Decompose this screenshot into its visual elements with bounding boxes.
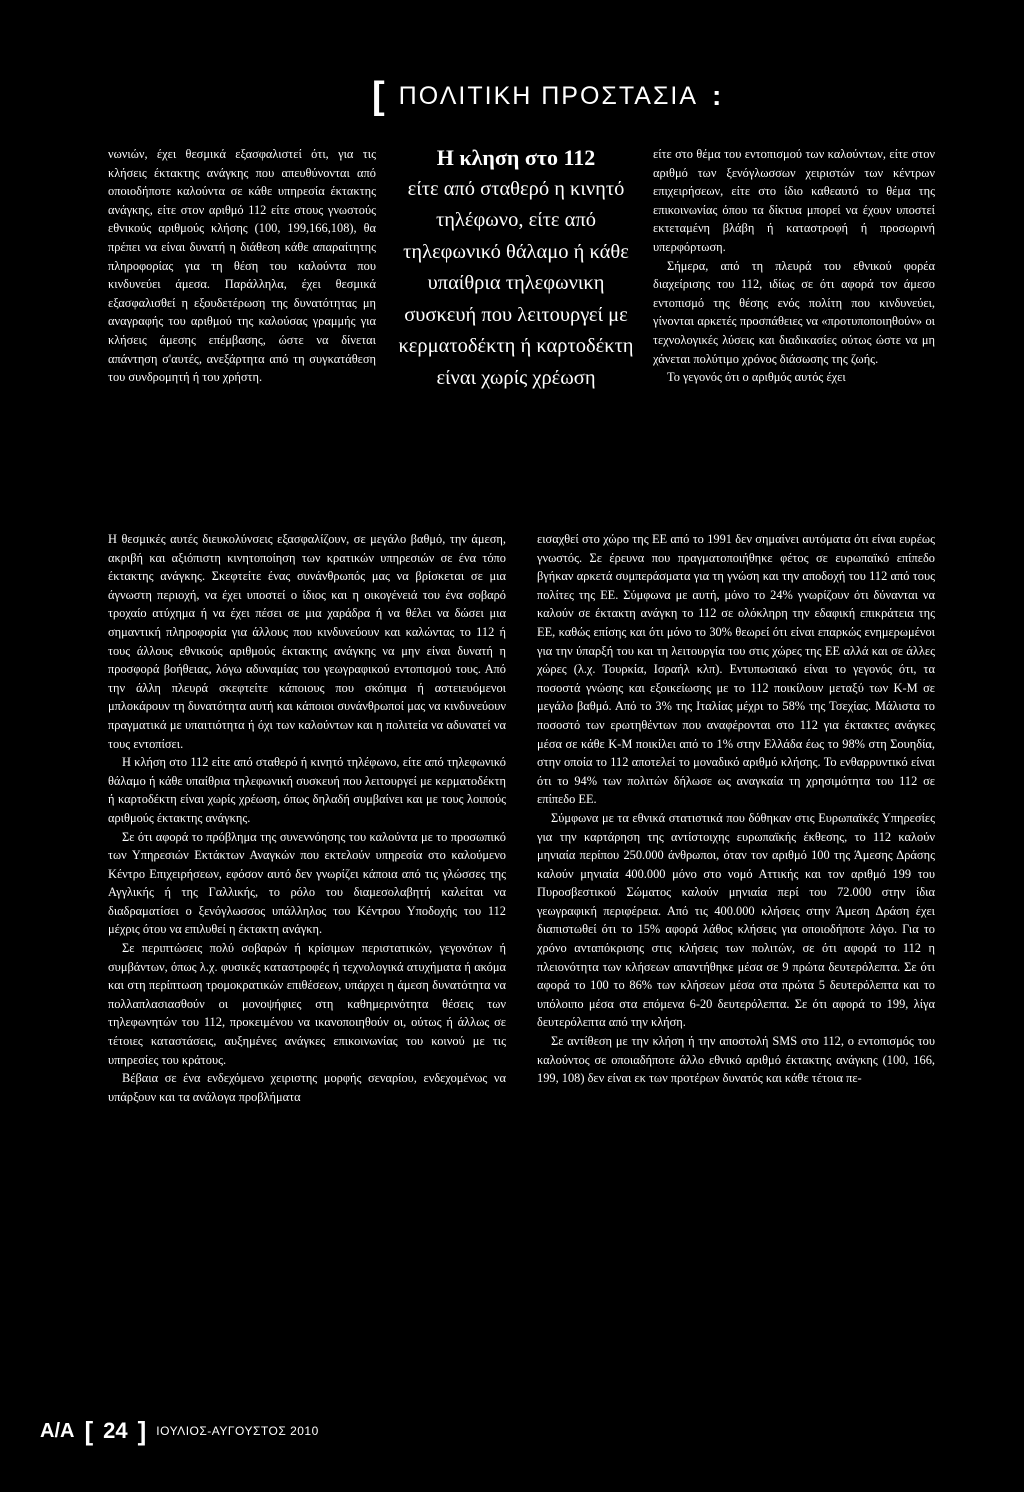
pull-quote-lead: Η κληση στο 112: [436, 145, 596, 170]
footer-bracket-open: [: [84, 1415, 94, 1446]
right-top-paragraph-2: Σήμερα, από τη πλευρά του εθνικού φορέα διαχείρισης του 112, ιδίως σε ότι αφορά τον άμεσο εντοπισμό της θέσης ενός πολίτη που κινδυνεύει, γίνονται αρκετές προσπάθειες να «προτυποποιηθούν» οι τεχνολογικές λύσεις και διαδικασίες ούτως ώστε να μη χάνεται πολύτιμο χρόνος διάσωσης της ζωής.: [653, 258, 935, 366]
right-bottom-paragraph-2: Σύμφωνα με τα εθνικά στατιστικά που δόθηκαν στις Ευρωπαϊκές Υπηρεσίες για την καρτάρηση της αντίστοιχης ευρωπαϊκής έκθεσης, το 112 καλούν μηνιαία περίπου 250.000 άνθρωποι, όταν τον αριθμό 100 της Άμεσης Δράσης καλούν μηνιαία 400.000 μόνο στο νομό Αττικής και τον αριθμό 199 του Πυροσβεστικού Σώματος καλούν μηνιαία περί του 72.000 στην ίδια γεωγραφική περιφέρεια. Από τις 400.000 κλήσεις στην Άμεση Δράση έχει διαπιστωθεί ότι το 15% αφορά λάθος κλήσεις για οποιοδήποτε λόγο. Για το χρόνο ανταπόκρισης στις κλήσεις των πολιτών, σε ότι αφορά το 112 η πλειονότητα των κλήσεων απαντήθηκε μέσα σε 9 πρώτα δευτερόλεπτα. Σε ότι αφορά το 100 το 86% των κλήσεων μέσα στα πρώτα 5 δευτερόλεπτα και το υπόλοιπο μέσα στα επόμενα 6-20 δευτερόλεπτα. Σε ότι αφορά το 199, λίγα δευτερόλεπτα από την κλήση.: [537, 810, 935, 1030]
header-mark: :: [712, 80, 722, 111]
section-header: [372, 75, 722, 117]
center-paragraph-4: Σε περιπτώσεις πολύ σοβαρών ή κρίσιμων περιστατικών, γεγονότων ή συμβάντων, όπως λ.χ. φυσικές καταστροφές ή τεχνολογικά ατυχήματα ή ακόμα και στη περίπτωση τρομοκρατικών επιθέσεων, υπάρχει η άμεση δυνατότητα να πολλαπλασιασθούν οι μονοψήφιες στη καθημερινότητα θέσεις των τηλεφωνητών του 112, προκειμένου να ικανοποιηθούν οι, ούτως ή άλλως σε τέτοιες καταστάσεις, αυξημένες ανάγκες επικοινωνίας του κοινού με τις υπηρεσίες του κράτους.: [108, 941, 506, 1067]
center-paragraph-3: Σε ότι αφορά το πρόβλημα της συνεννόησης του καλούντα με το προσωπικό των Υπηρεσιών Εκτάκτων Αναγκών που εκτελούν υπηρεσία στο καλούμενο Κέντρο Επιχειρήσεων, εφόσον αυτό δεν γνωρίζει κάποια από τις γλώσσες της Αγγλικής ή της Γαλλικής, το ρόλο του διαμεσολαβητή καλείται να διαδραματίσει ο ξενόγλωσσος υπάλληλος του Κέντρου Υποδοχής του 112 μέχρις ότου να επιλυθεί η έκτακτη ανάγκη.: [108, 829, 506, 937]
pull-quote-text: είτε από σταθερό η κινητό τηλέφωνο, είτε από τηλεφωνικό θάλαμο ή κάθε υπαίθρια τηλεφωνικη συσκευή που λειτουργεί με κερματοδέκτη ή καρτοδέκτη είναι χωρίς χρέωση: [398, 177, 634, 389]
pull-quote: [393, 142, 639, 394]
page-footer: [40, 1415, 319, 1447]
center-paragraph-5: Βέβαια σε ένα ενδεχόμενο χειριστης μορφής σεναρίου, ενδεχομένως να υπάρξουν και τα ανάλογα προβλήματα: [108, 1071, 506, 1104]
right-top-paragraph-1: είτε στο θέμα του εντοπισμού των καλούντων, είτε στον αριθμό των ξενόγλωσσων χειριστών των κέντρων επιχειρήσεων, είτε στο ίδιο καθεαυτό το θέμα της επικοινωνίας όπου τα δίκτυα μπορεί να έχουν υποστεί εκτεταμένη βλάβη ή καταστροφή ή προσωρινή υπερφόρτωση.: [653, 147, 935, 254]
center-paragraph-1: Η θεσμικές αυτές διευκολύνσεις εξασφαλίζουν, σε μεγάλο βαθμό, την άμεση, ακριβή και αξιόπιστη κινητοποίηση των κρατικών υπηρεσιών σε ένα τόπο έκτακτης ανάγκης. Σκεφτείτε ένας συνάνθρωπός μας να βρίσκεται σε μια άγνωστη περιοχή, να έχει υποστεί ο ίδιος και η οικογένειά του ένα σοβαρό τροχαίο ατύχημα ή να έχει πέσει σε μια χαράδρα ή να θέλει να δώσει μια σημαντική πληροφορία για άλλους που κινδυνεύουν και καλώντας το 112 ή τους άλλους εθνικούς αριθμούς έκτακτης ανάγκης να μην είναι δυνατή η προσφορά βοήθειας, λόγω αδυναμίας του γεωγραφικού εντοπισμού τους. Από την άλλη πλευρά σκεφτείτε κάποιους που σκόπιμα ή αστειευόμενοι μπλοκάρουν τη δυνατότητα αυτή και κάποιοι συνάνθρωποί μας να κινδυνεύουν πραγματικά με υπαιτιότητα ή όχι των καλούντων και η πολιτεία να αδυνατεί να τους εντοπίσει.: [108, 532, 506, 751]
center-paragraph-2: Η κλήση στο 112 είτε από σταθερό ή κινητό τηλέφωνο, είτε από τηλεφωνικό θάλαμο ή κάθε υπαίθρια τηλεφωνική συσκευή που λειτουργεί με κερματοδέκτη ή καρτοδέκτη είναι χωρίς χρέωση, όπως δηλαδή συμβαίνει και με τους λοιπούς αριθμούς έκτακτης ανάγκης.: [108, 755, 506, 825]
header-bracket: [: [372, 75, 385, 117]
right-top-paragraph-3: Το γεγονός ότι ο αριθμός αυτός έχει: [667, 370, 846, 385]
left-column: [108, 145, 376, 525]
center-bottom-column: [108, 530, 506, 1305]
section-title: ΠΟΛΙΤΙΚΗ ΠΡΟΣΤΑΣΙΑ: [398, 81, 699, 110]
right-bottom-column: [537, 530, 935, 1305]
page-number: 24: [103, 1418, 128, 1443]
left-paragraph-1: νωνιών, έχει θεσμικά εξασφαλιστεί ότι, για τις κλήσεις έκτακτης ανάγκης που απευθύνονται από οποιοδήποτε καλούντα σε κάθε υπηρεσία έκτακτης ανάγκης, είτε στον αριθμό 112 είτε στους γνωστούς εθνικούς αριθμούς κλήσης (100, 199,166,108), θα πρέπει να είναι δυνατή η διάθεση κάθε απαραίτητης πληροφορίας για τη θέση του καλούντα που κινδυνεύει άμεσα. Παράλληλα, έχει θεσμικά εξασφαλισθεί η εξουδετέρωση της δυνατότητας μη αναγραφής του αριθμού της καλούσας γραμμής για κλήσεις άμεσης επέμβασης, ώστε να δίνεται απάντηση σ'αυτές, ανεξάρτητα από τη συγκατάθεση του συνδρομητή ή του χρήστη.: [108, 147, 376, 385]
right-bottom-paragraph-1: εισαχθεί στο χώρο της ΕΕ από το 1991 δεν σημαίνει αυτόματα ότι είναι ευρέως γνωστός. Σε έρευνα που πραγματοποιήθηκε φέτος σε ευρωπαϊκό επίπεδο βγήκαν αρκετά συμπεράσματα για τη γνώση και την αποδοχή του 112 από τους πολίτες της ΕΕ. Σύμφωνα με αυτή, μόνο το 24% γνωρίζουν ότι δύνανται να καλούν σε έκτακτη ανάγκη το 112 σε ολόκληρη την εδαφική επικράτεια της ΕΕ, καθώς επίσης και ότι μόνο το 30% θεωρεί ότι είναι επαρκώς ενημερωμένοι για την ύπαρξή του και τη λειτουργία του στις χώρες της ΕΕ αλλά και σε άλλες χώρες (λ.χ. Τουρκία, Ισραήλ κλπ). Εντυπωσιακό είναι το γεγονός ότι, τα ποσοστά γνώσης και εξοικείωσης με το 112 ποικίλουν μεταξύ των Κ-Μ σε μεγάλο βαθμό. Από το 3% της Ιταλίας μέχρι το 58% της Τσεχίας. Μάλιστα το ποσοστό των ερωτηθέντων που αναφέρονται στο 112 για έκτακτες ανάγκες μέσα σε κάθε Κ-Μ ποικίλει από το 1% στην Ελλάδα έως το 98% στη Σουηδία, στην οποία το 112 αποτελεί το μοναδικό αριθμό κλήσης. Το ενθαρρυντικό είναι ότι το 94% των πολιτών δήλωσε ως αναγκαία τη χρησιμότητα του 112 σε επίπεδο ΕΕ.: [537, 532, 935, 807]
right-top-column: [653, 145, 935, 525]
footer-bracket-close: ]: [137, 1415, 147, 1446]
right-bottom-paragraph-3: Σε αντίθεση με την κλήση ή την αποστολή SMS στο 112, ο εντοπισμός του καλούντος σε οποιαδήποτε άλλο εθνικό αριθμό έκτακτης ανάγκης (100, 166, 199, 108) δεν είναι εκ των προτέρων δυνατός και κάθε τέτοια πε-: [537, 1034, 935, 1086]
issue-date: ΙΟΥΛΙΟΣ-ΑΥΓΟΥΣΤΟΣ 2010: [156, 1424, 319, 1438]
magazine-logo: Α/Α: [40, 1419, 75, 1442]
